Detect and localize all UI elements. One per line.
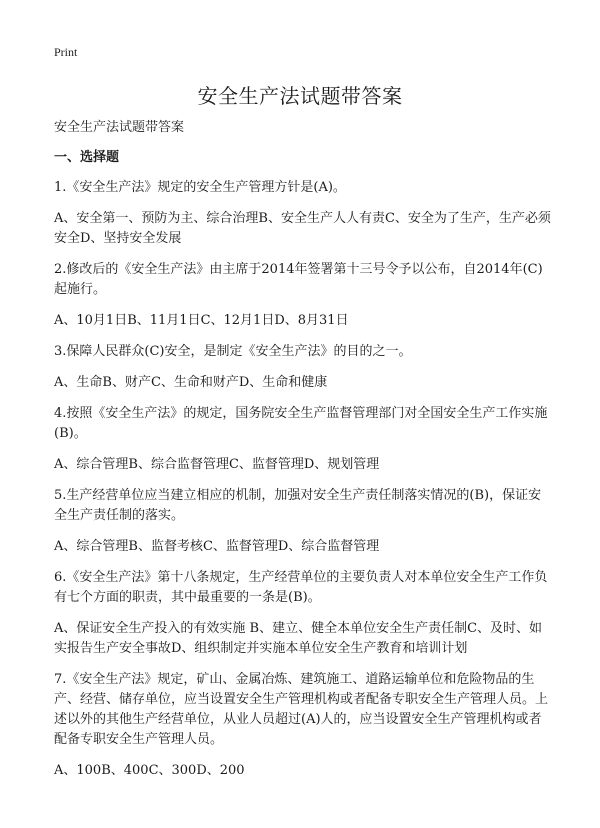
document-body	[54, 118, 554, 792]
question-options: A、100B、400C、300D、200	[54, 763, 245, 778]
question-text: 2.修改后的《安全生产法》由主席于2014年签署第十三号令予以公布，自2014年(C)起施行。	[54, 262, 543, 297]
question-text: 4.按照《安全生产法》的规定，国务院安全生产监督管理部门对全国安全生产工作实施(B)。	[54, 406, 548, 441]
question-options: A、安全第一、预防为主、综合治理B、安全生产人人有责C、安全为了生产，生产必须安全D、坚持安全发展	[54, 211, 551, 246]
print-label: Print	[54, 45, 78, 59]
question-options: A、保证安全生产投入的有效实施 B、建立、健全本单位安全生产责任制C、及时、如实报告生产安全事故D、组织制定并实施本单位安全生产教育和培训计划	[54, 621, 543, 656]
document-title: 安全生产法试题带答案	[197, 84, 403, 108]
question-text: 7.《安全生产法》规定，矿山、金属冶炼、建筑施工、道路运输单位和危险物品的生产、经营、储存单位，应当设置安全生产管理机构或者配备专职安全生产管理人员。上述以外的其他生产经营单位，从业人员超过(A)人的，应当设置安全生产管理机构或者配备专职安全生产管理人员。	[54, 672, 549, 747]
question-options: A、综合管理B、监督考核C、监督管理D、综合监督管理	[54, 539, 380, 554]
question-text: 3.保障人民群众(C)安全，是制定《安全生产法》的目的之一。	[54, 344, 412, 359]
question-text: 1.《安全生产法》规定的安全生产管理方针是(A)。	[54, 180, 346, 195]
question-options: A、生命B、财产C、生命和财产D、生命和健康	[54, 375, 328, 390]
question-text: 5.生产经营单位应当建立相应的机制，加强对安全生产责任制落实情况的(B)，保证安全生产责任制的落实。	[54, 488, 542, 523]
question-options: A、10月1日B、11月1日C、12月1日D、8月31日	[54, 313, 349, 328]
question-text: 6.《安全生产法》第十八条规定，生产经营单位的主要负责人对本单位安全生产工作负有七个方面的职责，其中最重要的一条是(B)。	[54, 570, 548, 605]
question-options: A、综合管理B、综合监督管理C、监督管理D、规划管理	[54, 457, 380, 472]
document-subtitle: 安全生产法试题带答案	[54, 120, 185, 135]
section-heading: 一、选择题	[54, 150, 120, 165]
